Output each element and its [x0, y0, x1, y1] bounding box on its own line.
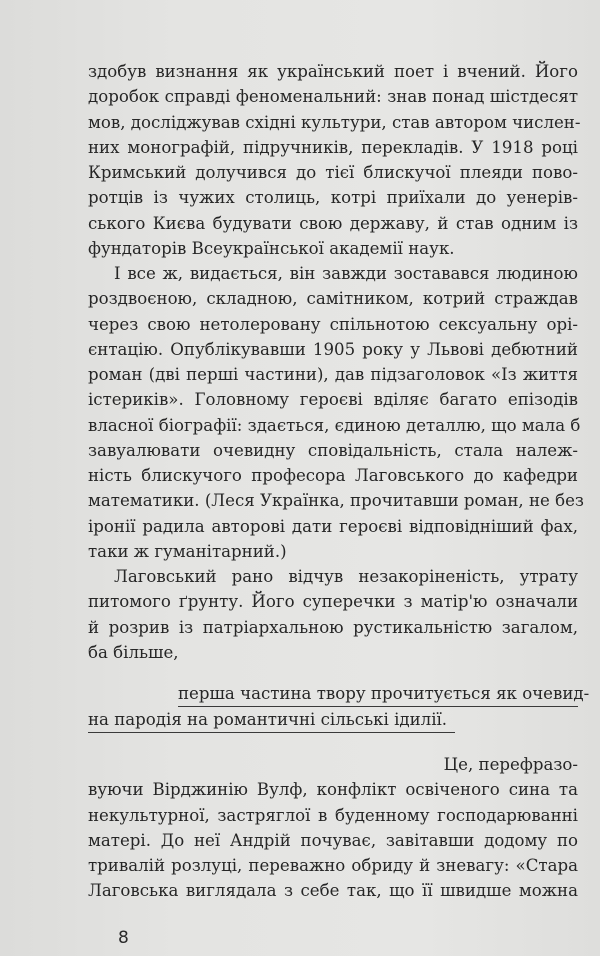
text-line: І все ж, видається, він завжди зоставався людиною — [114, 264, 578, 283]
text-line: іронії радила авторові дати героєві відповідніший фах, — [88, 516, 578, 536]
text-line: через свою нетолеровану спільнотою сексуальну орі- — [88, 314, 578, 334]
pull-quote — [88, 682, 590, 734]
text-line: математики. (Леся Українка, прочитавши роман, не без — [88, 491, 584, 511]
page-number: 8 — [118, 928, 129, 948]
text-line: Лаговський рано відчув незакоріненість, утрату — [114, 567, 578, 586]
text-line: роман (дві перші частини), дав підзаголовок «Із життя — [88, 365, 578, 384]
paragraph-1 — [88, 59, 584, 665]
text-line: мов, досліджував східні культури, став автором числен- — [88, 112, 581, 132]
text-line: завуалювати очевидну сповідальність, стала належ- — [88, 440, 578, 460]
text-line: таки ж гуманітарний.) — [88, 541, 287, 561]
paragraph-4 — [88, 752, 578, 904]
text-line: тривалій розлуці, переважно обриду й зневагу: «Стара — [88, 856, 578, 875]
text-line: них монографій, підручників, перекладів. У 1918 році — [88, 137, 578, 157]
text-line: доробок справді феноменальний: знав понад шістдесят — [88, 87, 578, 107]
quote-line: на пародія на романтичні сільські ідилії. — [88, 708, 455, 733]
text-line: єнтацію. Опублікувавши 1905 року у Львові дебютний — [88, 339, 578, 359]
text-line: істериків». Головному героєві вділяє багато епізодів — [88, 390, 578, 410]
quote-line: перша частина твору прочитується як очевид- — [178, 682, 578, 707]
text-line: Кримський долучився до тієї блискучої плеяди пово- — [88, 163, 578, 182]
text-line: ність блискучого професора Лаговського до кафедри — [88, 466, 578, 485]
text-line: матері. До неї Андрій почуває, завітавши додому по — [88, 830, 578, 850]
text-line: й розрив із патріархальною рустикальністю загалом, — [88, 617, 578, 637]
text-line: ротців із чужих столиць, котрі приїхали до уенерів- — [88, 188, 578, 208]
text-line: роздвоєною, складною, самітником, котрий страждав — [88, 289, 578, 309]
text-line: ського Києва будувати свою державу, й став одним із — [88, 213, 578, 233]
text-line: фундаторів Всеукраїнської академії наук. — [88, 238, 455, 258]
text-line: питомого ґрунту. Його суперечки з матір'ю означали — [88, 592, 578, 612]
text-line: здобув визнання як український поет і вчений. Його — [88, 62, 578, 81]
text-line: Це, перефразо- — [443, 755, 578, 774]
text-line: ба більше, — [88, 642, 179, 662]
text-line: власної біографії: здається, єдиною деталлю, що мала б — [88, 415, 581, 435]
text-line: вуючи Вірджинію Вулф, конфлікт освіченого сина та — [88, 780, 578, 800]
text-line: некультурної, застряглої в буденному господарюванні — [88, 805, 578, 825]
text-line: Лаговська виглядала з себе так, що її швидше можна — [88, 881, 578, 901]
